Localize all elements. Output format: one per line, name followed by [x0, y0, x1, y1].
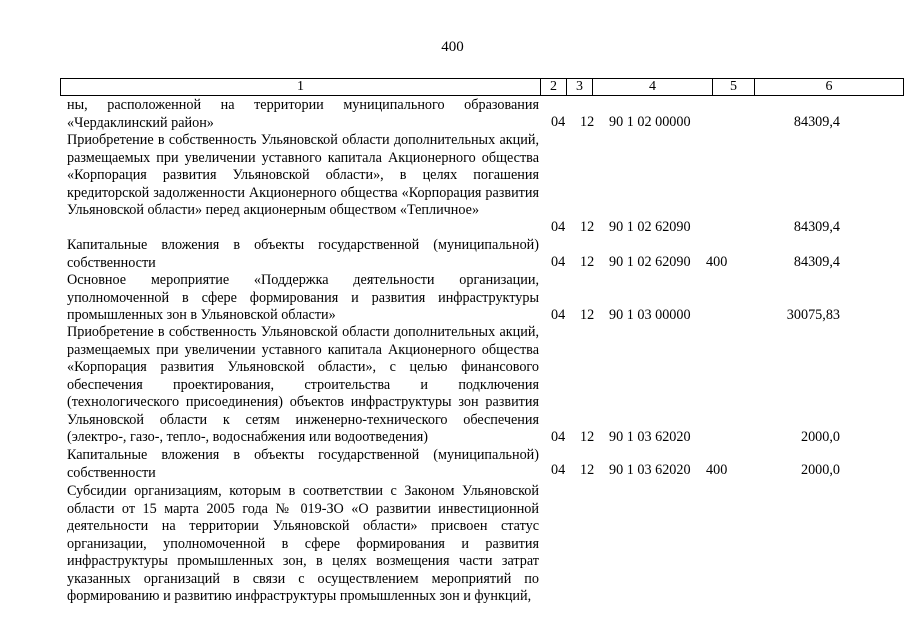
column-header-4: 4: [593, 79, 713, 96]
row-amount: 30075,83: [786, 307, 840, 323]
column-header-6: 6: [755, 79, 904, 96]
row-amount: 84309,4: [793, 219, 840, 235]
row-target-article: 90 1 03 62020: [609, 462, 691, 478]
row-amount: 2000,0: [800, 462, 840, 478]
row-amount: 2000,0: [800, 429, 840, 445]
row-expense-type: 400: [706, 462, 728, 478]
row-target-article: 90 1 02 00000: [609, 114, 691, 130]
row-section-code: 04: [551, 254, 566, 270]
row-subsection-code: 12: [580, 462, 595, 478]
row-description: Приобретение в собственность Ульяновской области дополнительных акций, размещаемых при увеличении уставного капитала Акционерного общества «Корпорация развития Ульяновской области», с целью финансового обеспечения проектирования, строительства и подключения (технологического присоединения) объектов инфраструктуры зон развития Ульяновской области к сетям инженерно-технического обеспечения (электро-, газо-, тепло-, водоснабжения или водоотведения): [67, 324, 539, 445]
row-subsection-code: 12: [580, 114, 595, 130]
row-section-code: 04: [551, 462, 566, 478]
row-description: ны, расположенной на территории муниципального образования «Чердаклинский район»: [67, 97, 539, 131]
row-description: Приобретение в собственность Ульяновской области дополнительных акций, размещаемых при увеличении уставного капитала Акционерного общества «Корпорация развития Ульяновской области», в целях погашения кредиторской задолженности Акционерного общества «Корпорация развития Ульяновской области» перед акционерным обществом «Тепличное»: [67, 132, 539, 218]
row-section-code: 04: [551, 307, 566, 323]
column-header-5: 5: [713, 79, 755, 96]
row-subsection-code: 12: [580, 307, 595, 323]
row-expense-type: 400: [706, 254, 728, 270]
page-number: 400: [441, 39, 464, 55]
row-subsection-code: 12: [580, 254, 595, 270]
row-description: Субсидии организациям, которым в соответствии с Законом Ульяновской области от 15 марта 2005 года № 019-ЗО «О развитии инвестиционной деятельности на территории Ульяновской области» присвоен статус организации, уполномоченной в сфере формирования и развития инфраструктуры промышленных зон, в целях возмещения части затрат указанных организаций в связи с осуществлением мероприятий по формированию и развитию инфраструктуры промышленных зон и функций,: [67, 483, 539, 604]
row-description: Основное мероприятие «Поддержка деятельности организации, уполномоченной в сфере формирования и развития инфраструктуры промышленных зон в Ульяновской области»: [67, 272, 539, 323]
row-target-article: 90 1 03 62020: [609, 429, 691, 445]
column-header-1: 1: [61, 79, 541, 96]
row-description: Капитальные вложения в объекты государственной (муниципальной) собственности: [67, 237, 539, 271]
row-target-article: 90 1 02 62090: [609, 219, 691, 235]
row-amount: 84309,4: [793, 254, 840, 270]
row-section-code: 04: [551, 219, 566, 235]
row-subsection-code: 12: [580, 429, 595, 445]
column-header-2: 2: [541, 79, 567, 96]
row-section-code: 04: [551, 114, 566, 130]
row-target-article: 90 1 02 62090: [609, 254, 691, 270]
row-target-article: 90 1 03 00000: [609, 307, 691, 323]
column-header-row: [61, 79, 904, 96]
row-description: Капитальные вложения в объекты государственной (муниципальной) собственности: [67, 447, 539, 481]
row-subsection-code: 12: [580, 219, 595, 235]
column-header-3: 3: [567, 79, 593, 96]
column-header-table: [60, 78, 904, 96]
row-section-code: 04: [551, 429, 566, 445]
row-amount: 84309,4: [793, 114, 840, 130]
